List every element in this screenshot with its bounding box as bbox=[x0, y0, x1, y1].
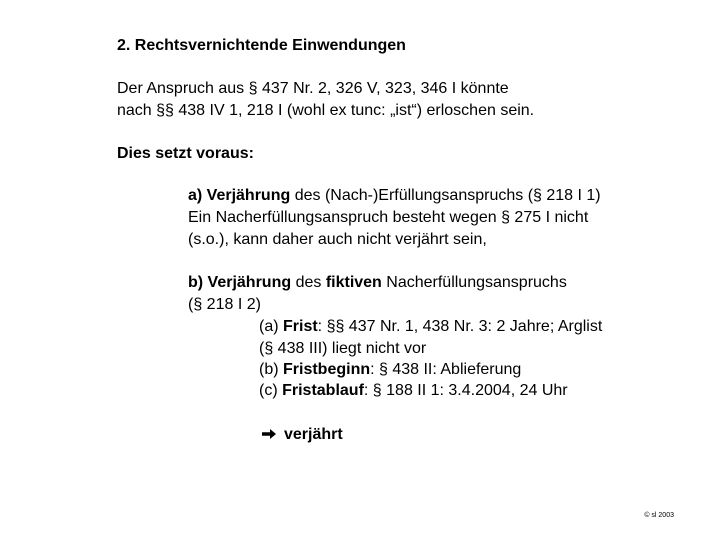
sub-c-text: : § 188 II 1: 3.4.2004, 24 Uhr bbox=[363, 382, 568, 399]
sub-a-term: Frist bbox=[283, 318, 318, 335]
intro-line-1: Der Anspruch aus § 437 Nr. 2, 326 V, 323, 346 I könnte bbox=[117, 80, 509, 97]
sub-b-text: : § 438 II: Ablieferung bbox=[370, 361, 522, 378]
point-b-label: b) Verjährung bbox=[188, 274, 292, 291]
sub-c-line bbox=[259, 381, 568, 401]
sub-b-prefix: (b) bbox=[259, 361, 283, 378]
sub-a-text: : §§ 437 Nr. 1, 438 Nr. 3: 2 Jahre; Arglist bbox=[317, 318, 603, 335]
sub-a-prefix: (a) bbox=[259, 318, 283, 335]
point-b-text: Nacherfüllungsanspruchs bbox=[381, 274, 567, 291]
prerequisites-heading: Dies setzt voraus: bbox=[117, 145, 254, 162]
conclusion-line bbox=[261, 425, 343, 445]
sub-b-line bbox=[259, 360, 521, 380]
arrow-right-icon bbox=[261, 426, 277, 438]
point-a-label: a) Verjährung bbox=[188, 187, 291, 204]
point-b-mid: des bbox=[291, 274, 326, 291]
point-b-line-1 bbox=[188, 273, 567, 293]
heading: 2. Rechtsvernichtende Einwendungen bbox=[117, 37, 406, 54]
sub-a-line-1 bbox=[259, 317, 602, 337]
sub-a-line-2: (§ 438 III) liegt nicht vor bbox=[259, 340, 427, 357]
point-a-line-2: Ein Nacherfüllungsanspruch besteht wegen § 275 I nicht bbox=[188, 209, 589, 226]
conclusion-text: verjährt bbox=[284, 426, 343, 443]
point-a-line-3: (s.o.), kann daher auch nicht verjährt sein, bbox=[188, 231, 487, 248]
intro-line-2: nach §§ 438 IV 1, 218 I (wohl ex tunc: „ist“) erloschen sein. bbox=[117, 102, 535, 119]
point-a-text: des (Nach-)Erfüllungsanspruchs (§ 218 I 1) bbox=[290, 187, 601, 204]
point-b-fiktiv: fiktiven bbox=[325, 274, 382, 291]
footer-copyright: © sl 2003 bbox=[644, 512, 674, 519]
sub-c-prefix: (c) bbox=[259, 382, 283, 399]
sub-c-term: Fristablauf bbox=[282, 382, 364, 399]
sub-b-term: Fristbeginn bbox=[283, 361, 371, 378]
point-b-line-2: (§ 218 I 2) bbox=[188, 296, 261, 313]
point-a-line-1 bbox=[188, 186, 601, 206]
